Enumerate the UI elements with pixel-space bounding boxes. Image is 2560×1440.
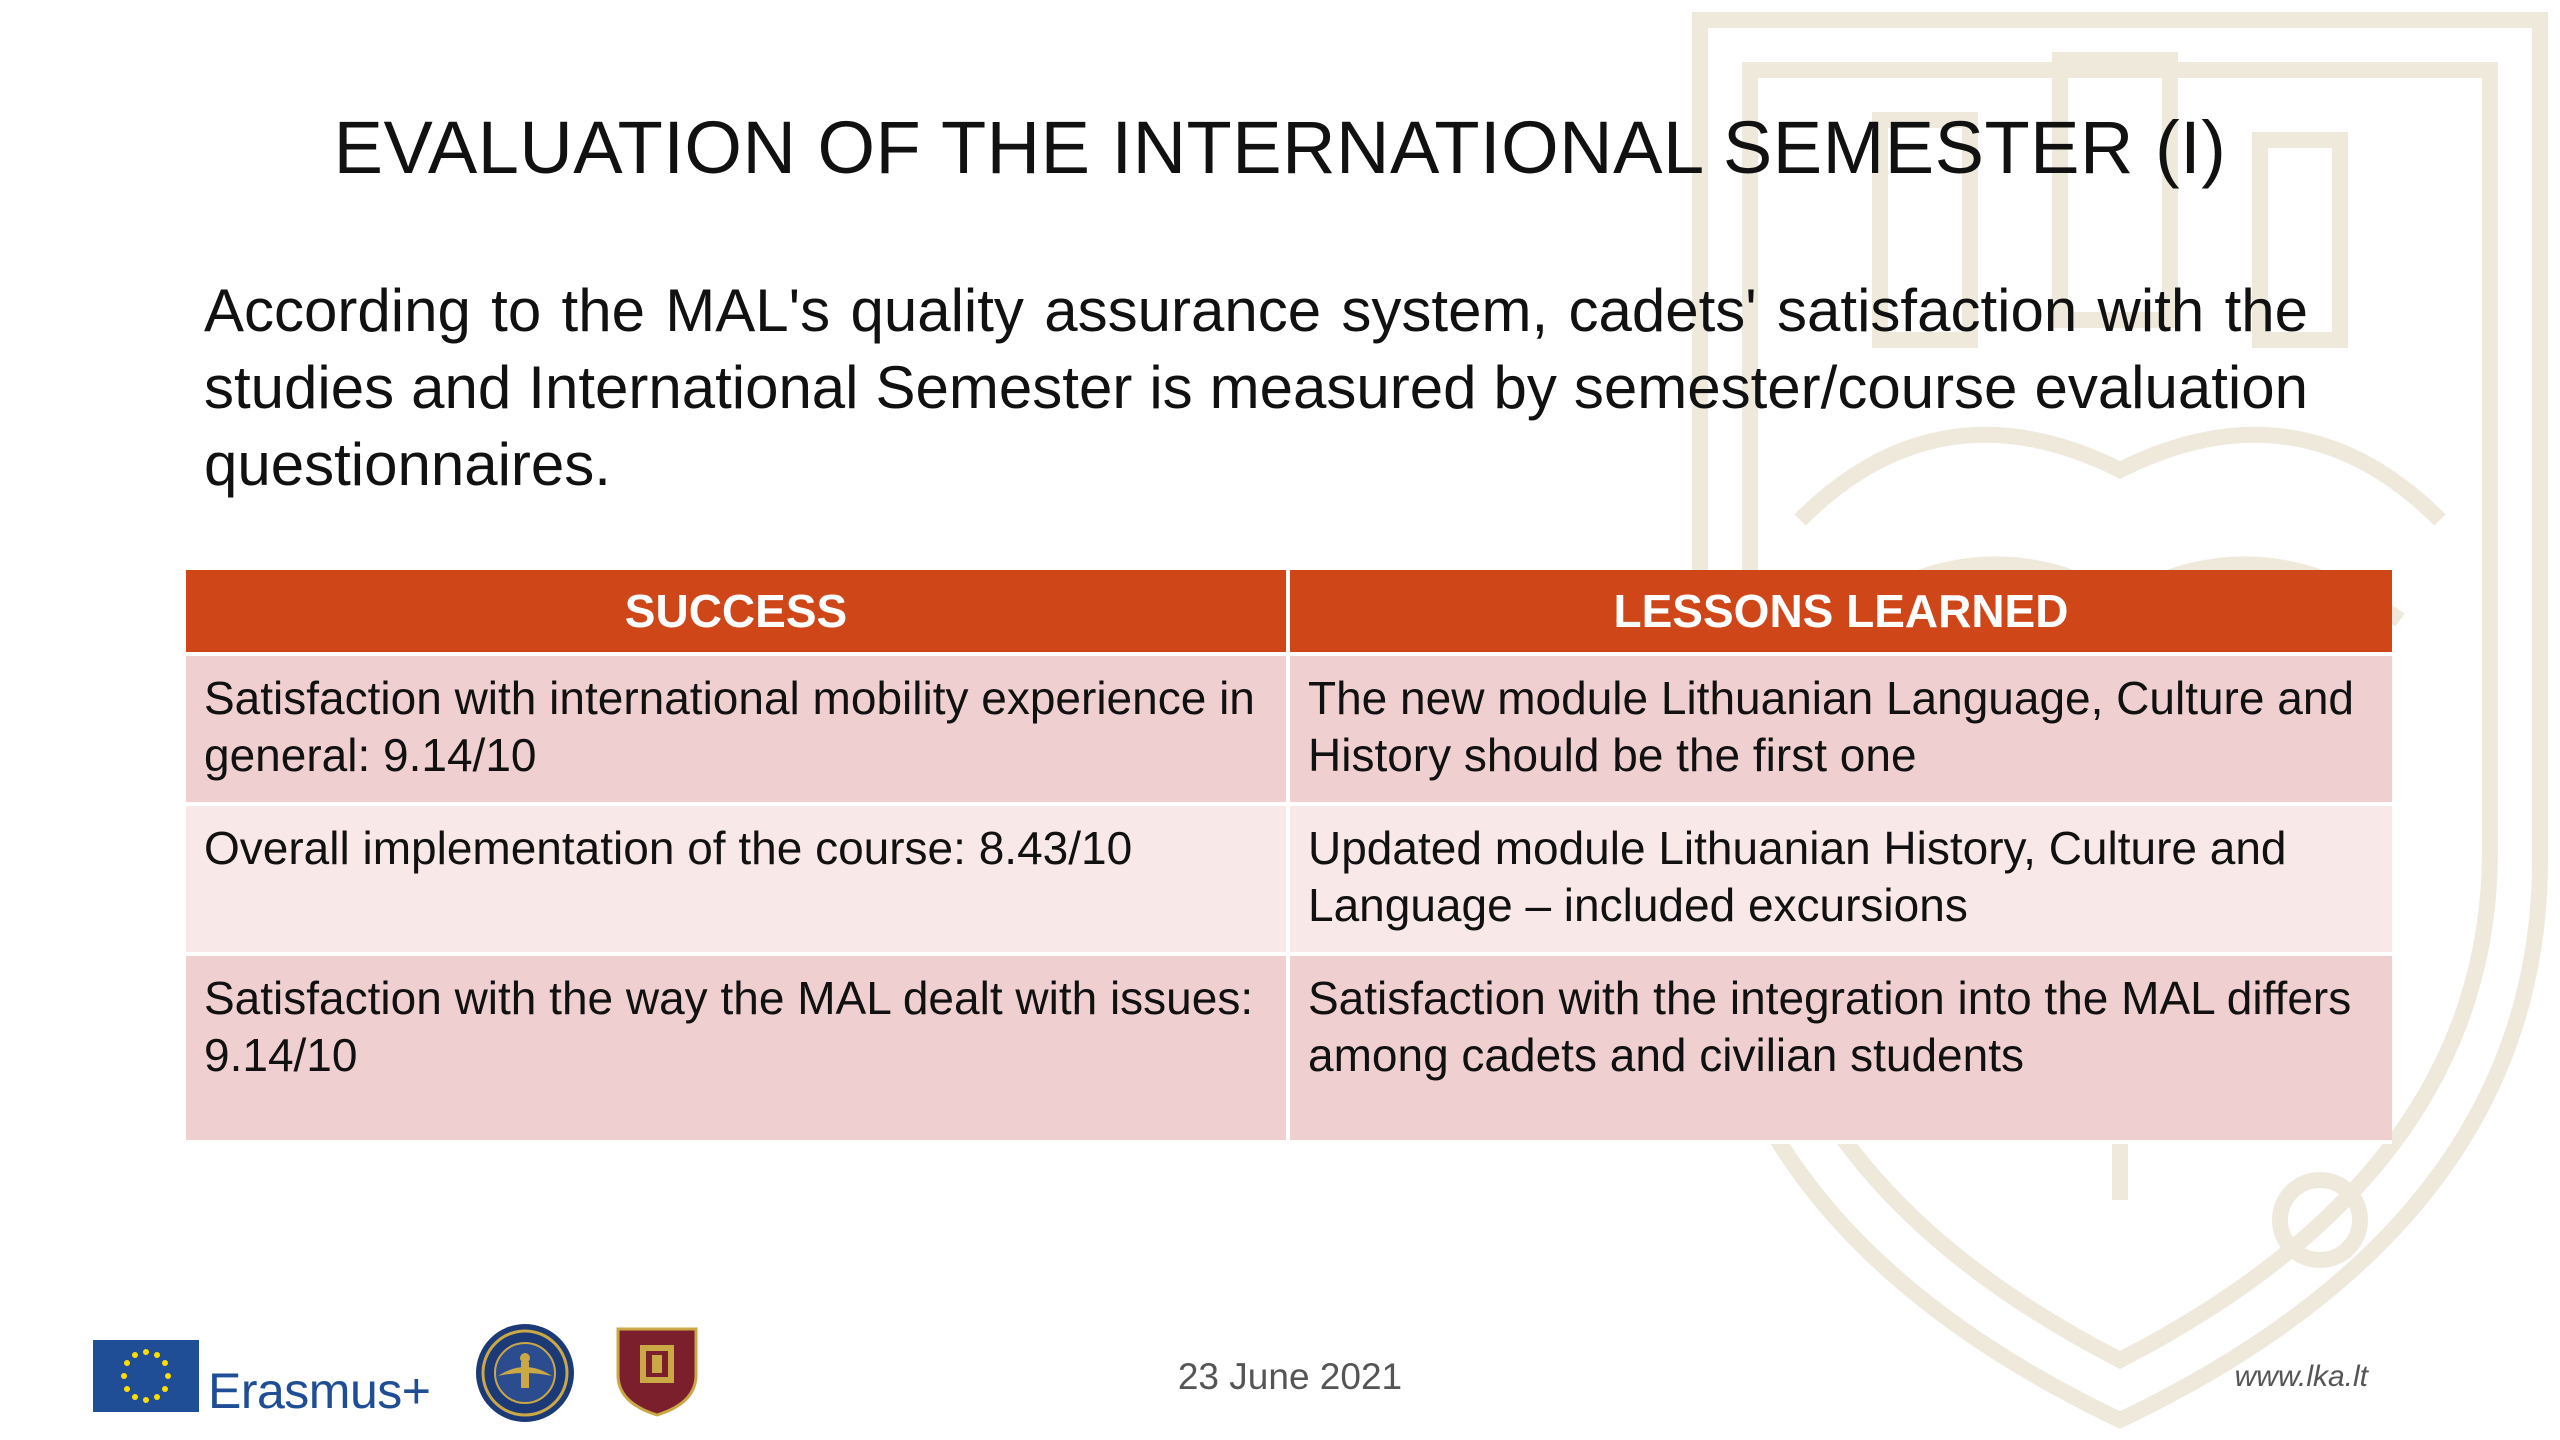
success-cell: Satisfaction with the way the MAL dealt with issues: 9.14/10 (186, 954, 1288, 1142)
footer-date: 23 June 2021 (1177, 1356, 1403, 1397)
table-row (186, 654, 2392, 804)
lesson-cell: Updated module Lithuanian History, Culture and Language – included excursions (1288, 804, 2392, 954)
evaluation-table (186, 570, 2392, 1144)
success-cell: Overall implementation of the course: 8.43/10 (186, 804, 1288, 954)
table-header-row (186, 570, 2392, 654)
lesson-cell: Satisfaction with the integration into the MAL differs among cadets and civilian students (1288, 954, 2392, 1142)
academy-shield-icon (614, 1325, 700, 1417)
header-lessons-learned: LESSONS LEARNED (1288, 570, 2392, 654)
header-success: SUCCESS (186, 570, 1288, 654)
erasmus-logo-text: Erasmus+ (208, 1363, 431, 1419)
success-cell: Satisfaction with international mobility experience in general: 9.14/10 (186, 654, 1288, 804)
table-row (186, 954, 2392, 1142)
footer-url[interactable]: www.lka.lt (2234, 1360, 2368, 1393)
slide-title: EVALUATION OF THE INTERNATIONAL SEMESTER (I) (333, 106, 2227, 189)
lesson-cell: The new module Lithuanian Language, Culture and History should be the first one (1288, 654, 2392, 804)
table-row (186, 804, 2392, 954)
intro-paragraph: According to the MAL's quality assurance system, cadets' satisfaction with the studies and International Semester is measured by semester/course evaluation questionnaires. (204, 277, 2308, 498)
academy-seal-icon (474, 1322, 576, 1424)
eu-flag-icon (93, 1340, 199, 1412)
